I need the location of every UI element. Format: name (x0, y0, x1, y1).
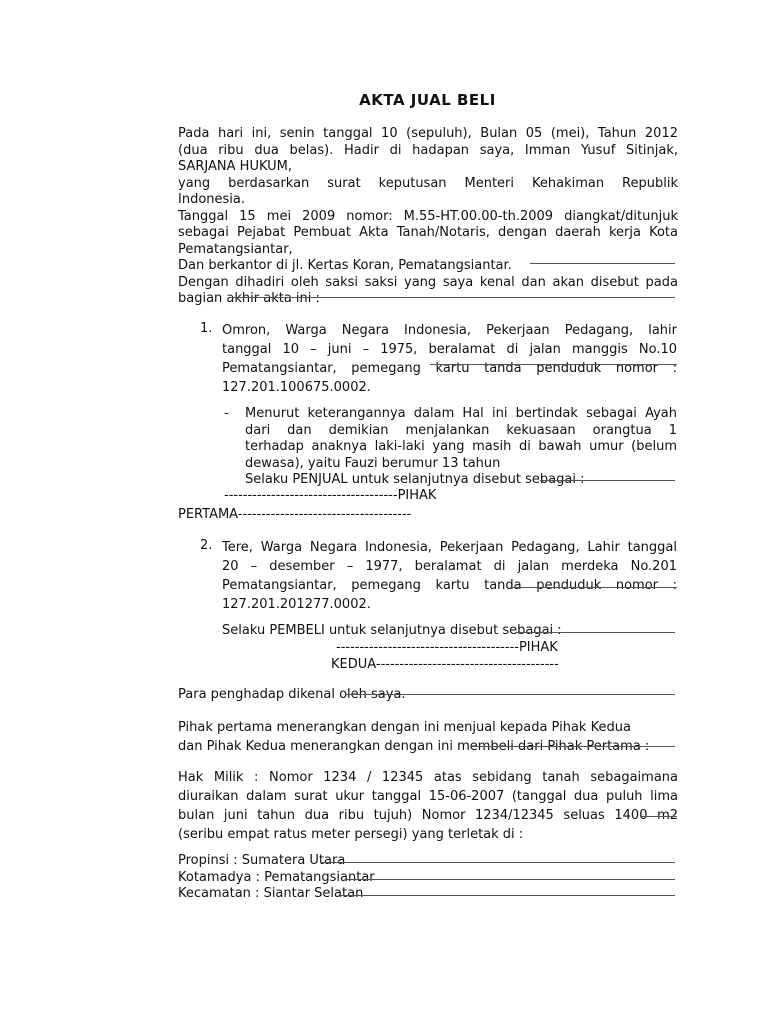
intro-line: Pada hari ini, senin tanggal 10 (sepuluh), Bulan 05 (mei), Tahun 2012 (178, 126, 678, 141)
fill-line (345, 694, 675, 695)
party1-pihak: -------------------------------------PIHAK (224, 488, 437, 503)
party1-note-line: terhadap anaknya laki-laki yang masih di bawah umur (belum (245, 439, 677, 454)
party1-role: Selaku PENJUAL untuk selanjutnya disebut sebagai : (245, 472, 585, 487)
intro-line: Dengan dihadiri oleh saksi saksi yang saya kenal dan akan disebut pada (178, 274, 678, 290)
transaction-line: dan Pihak Kedua menerangkan dengan ini membeli dari Pihak Pertama : (178, 739, 650, 754)
property-line: (seribu empat ratus meter persegi) yang terletak di : (178, 827, 524, 842)
fill-line (470, 746, 675, 747)
fill-line (430, 364, 677, 365)
party1-note (245, 406, 677, 489)
party1-paragraph (222, 321, 677, 397)
intro-line: sebagai Pejabat Pembuat Akta Tanah/Notaris, dengan daerah kerja Kota (178, 225, 678, 240)
party1-note-line: dari dan demikian menjalankan kekuasaan orangtua 1 (245, 422, 677, 438)
party1-note-line: Menurut keterangannya dalam Hal ini bertindak sebagai Ayah (245, 406, 677, 421)
transaction-paragraph (178, 718, 678, 756)
party2-kedua: KEDUA--------------------------------------- (331, 657, 559, 672)
party2-paragraph (222, 538, 677, 614)
fill-line (320, 862, 675, 863)
fill-line (510, 587, 677, 588)
intro-line: Indonesia. (178, 192, 245, 207)
party2-line: Pematangsiantar, pemegang kartu tanda penduduk nomor : (222, 578, 677, 593)
fill-line (230, 297, 675, 298)
transaction-line: Pihak pertama menerangkan dengan ini menjual kepada Pihak Kedua (178, 720, 631, 735)
party2-number: 2. (200, 538, 213, 553)
party1-number: 1. (200, 321, 213, 336)
intro-line: Pematangsiantar, (178, 241, 293, 257)
party1-line: Pematangsiantar, pemegang kartu tanda penduduk nomor : (222, 361, 677, 376)
intro-line: SARJANA HUKUM, (178, 159, 292, 174)
fill-line (540, 480, 675, 481)
fill-line (515, 632, 675, 633)
party2-role: Selaku PEMBELI untuk selanjutnya disebut sebagai : (222, 623, 562, 638)
intro-line: Tanggal 15 mei 2009 nomor: M.55-HT.00.00-th.2009 diangkat/ditunjuk (178, 208, 678, 224)
dikenal-text: Para penghadap dikenal oleh saya. (178, 687, 406, 702)
intro-line: Dan berkantor di jl. Kertas Koran, Pematangsiantar. (178, 258, 512, 273)
fill-line (640, 816, 677, 817)
intro-line: bagian akhir akta ini : (178, 291, 320, 306)
intro-line: yang berdasarkan surat keputusan Menteri Kehakiman Republik (178, 175, 678, 191)
property-line: bulan juni tahun dua ribu tujuh) Nomor 1234/12345 seluas 1400 m2 (178, 808, 678, 823)
fill-line (530, 263, 675, 264)
party1-line: Omron, Warga Negara Indonesia, Pekerjaan Pedagang, lahir (222, 323, 677, 338)
party2-line: 127.201.201277.0002. (222, 597, 371, 612)
party1-line: tanggal 10 – juni – 1975, beralamat di jalan manggis No.10 (222, 342, 677, 357)
intro-line: (dua ribu dua belas). Hadir di hadapan saya, Imman Yusuf Sitinjak, (178, 142, 678, 158)
kecamatan-line: Kecamatan : Siantar Selatan (178, 886, 364, 901)
party1-line: 127.201.100675.0002. (222, 380, 371, 395)
intro-paragraph (178, 126, 678, 308)
kotamadya-line: Kotamadya : Pematangsiantar (178, 870, 375, 885)
party1-note-line: dewasa), yaitu Fauzi berumur 13 tahun (245, 455, 501, 471)
party2-line: 20 – desember – 1977, beralamat di jalan merdeka No.201 (222, 559, 677, 574)
party2-pihak: ---------------------------------------PIHAK (336, 640, 558, 655)
party1-pertama: PERTAMA------------------------------------- (178, 507, 412, 522)
page-title: AKTA JUAL BELI (359, 91, 496, 109)
party2-line: Tere, Warga Negara Indonesia, Pekerjaan Pedagang, Lahir tanggal (222, 540, 677, 555)
property-line: Hak Milik : Nomor 1234 / 12345 atas sebidang tanah sebagaimana (178, 770, 678, 785)
propinsi-line: Propinsi : Sumatera Utara (178, 853, 346, 868)
property-line: diuraikan dalam surat ukur tanggal 15-06-2007 (tanggal dua puluh lima (178, 789, 678, 804)
fill-line (345, 879, 675, 880)
fill-line (340, 895, 675, 896)
party1-dash: - (224, 406, 229, 421)
property-paragraph (178, 768, 678, 844)
